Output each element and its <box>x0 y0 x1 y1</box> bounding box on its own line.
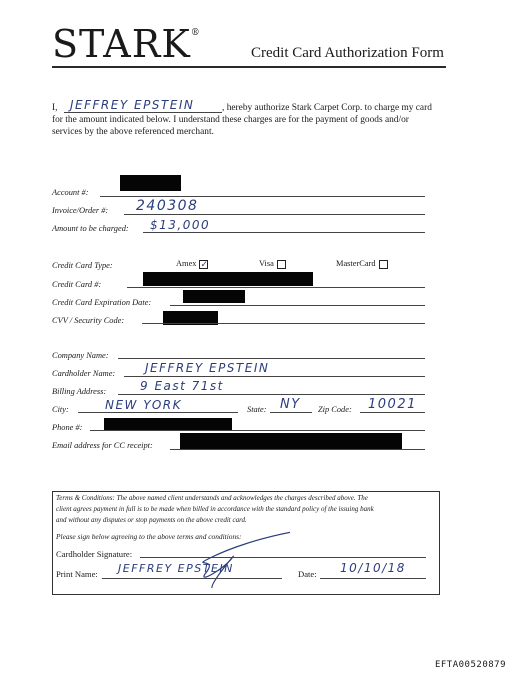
terms-text-2: client agrees payment in full is to be made when billed in accordance with the standard policy of the issuing bank <box>56 505 374 513</box>
document-id: EFTA00520879 <box>434 660 506 670</box>
billing-line <box>118 394 425 395</box>
stark-logo <box>52 22 201 66</box>
terms-text-3: and without any disputes or stop payments on the above credit card. <box>56 516 247 524</box>
expiration-redaction <box>183 290 245 303</box>
print-name-value: JEFFREY EPSTEIN <box>118 562 234 575</box>
cardholder-line <box>124 376 425 377</box>
sign-instruction: Please sign below agreeing to the above terms and conditions: <box>56 532 242 541</box>
expiration-label: Credit Card Expiration Date: <box>52 298 152 307</box>
card-type-label: Credit Card Type: <box>52 261 113 270</box>
intro-line-2: for the amount indicated below. I understand these charges are for the payment of goods and/or <box>52 115 409 125</box>
cardholder-value: JEFFREY EPSTEIN <box>145 361 270 375</box>
amount-line <box>143 232 425 233</box>
terms-text-1: Terms & Conditions: The above named client understands and acknowledges the charges described above. The <box>56 494 368 502</box>
card-number-redaction <box>143 272 313 286</box>
company-label: Company Name: <box>52 351 109 360</box>
phone-label: Phone #: <box>52 423 83 432</box>
invoice-line <box>124 214 425 215</box>
signature-scribble <box>150 528 290 590</box>
print-name-label: Print Name: <box>56 569 98 579</box>
state-value: NY <box>280 397 301 412</box>
intro-line-1: , hereby authorize Stark Carpet Corp. to charge my card <box>222 103 432 113</box>
intro-line-3: services by the above referenced merchant. <box>52 127 214 137</box>
mastercard-option <box>336 259 388 269</box>
cardholder-label: Cardholder Name: <box>52 369 116 378</box>
date-value: 10/10/18 <box>340 561 406 575</box>
phone-line <box>90 430 425 431</box>
intro-prefix: I, <box>52 103 58 113</box>
zip-value: 10021 <box>368 397 417 412</box>
invoice-label: Invoice/Order #: <box>52 206 109 215</box>
intro-name: JEFFREY EPSTEIN <box>70 98 195 112</box>
intro-name-line <box>64 112 222 113</box>
invoice-value: 240308 <box>136 198 199 214</box>
cvv-label: CVV / Security Code: <box>52 316 125 325</box>
zip-line <box>360 412 425 413</box>
signature-label: Cardholder Signature: <box>56 549 133 559</box>
state-line <box>270 412 312 413</box>
account-redaction <box>120 175 181 191</box>
amount-value: $13,000 <box>150 218 211 232</box>
card-number-line <box>127 287 425 288</box>
account-label: Account #: <box>52 188 89 197</box>
logo-text: STARK <box>52 22 191 66</box>
email-redaction <box>180 433 402 449</box>
email-label: Email address for CC receipt: <box>52 441 153 450</box>
expiration-line <box>170 305 425 306</box>
amex-checkbox-checked-icon: ✓ <box>200 258 209 269</box>
cvv-line <box>142 323 425 324</box>
state-label: State: <box>247 405 267 414</box>
header-rule <box>52 66 446 68</box>
print-name-line <box>102 578 282 579</box>
amount-label: Amount to be charged: <box>52 224 129 233</box>
card-number-label: Credit Card #: <box>52 280 102 289</box>
visa-checkbox-icon <box>277 260 286 269</box>
date-label: Date: <box>298 569 317 579</box>
amex-option <box>176 259 208 269</box>
city-label: City: <box>52 405 69 414</box>
mastercard-checkbox-icon <box>379 260 388 269</box>
zip-label: Zip Code: <box>318 405 352 414</box>
mastercard-label: MasterCard <box>336 259 376 268</box>
visa-label: Visa <box>259 259 274 268</box>
account-line <box>100 196 425 197</box>
visa-option <box>259 259 286 269</box>
date-line <box>320 578 426 579</box>
form-title: Credit Card Authorization Form <box>251 45 444 61</box>
billing-value: 9 East 71st <box>140 379 224 393</box>
company-line <box>118 358 425 359</box>
amex-label: Amex <box>176 259 197 268</box>
email-line <box>170 449 425 450</box>
billing-label: Billing Address: <box>52 387 107 396</box>
registered-mark: ® <box>190 28 201 38</box>
city-value: NEW YORK <box>105 398 183 412</box>
city-line <box>78 412 238 413</box>
